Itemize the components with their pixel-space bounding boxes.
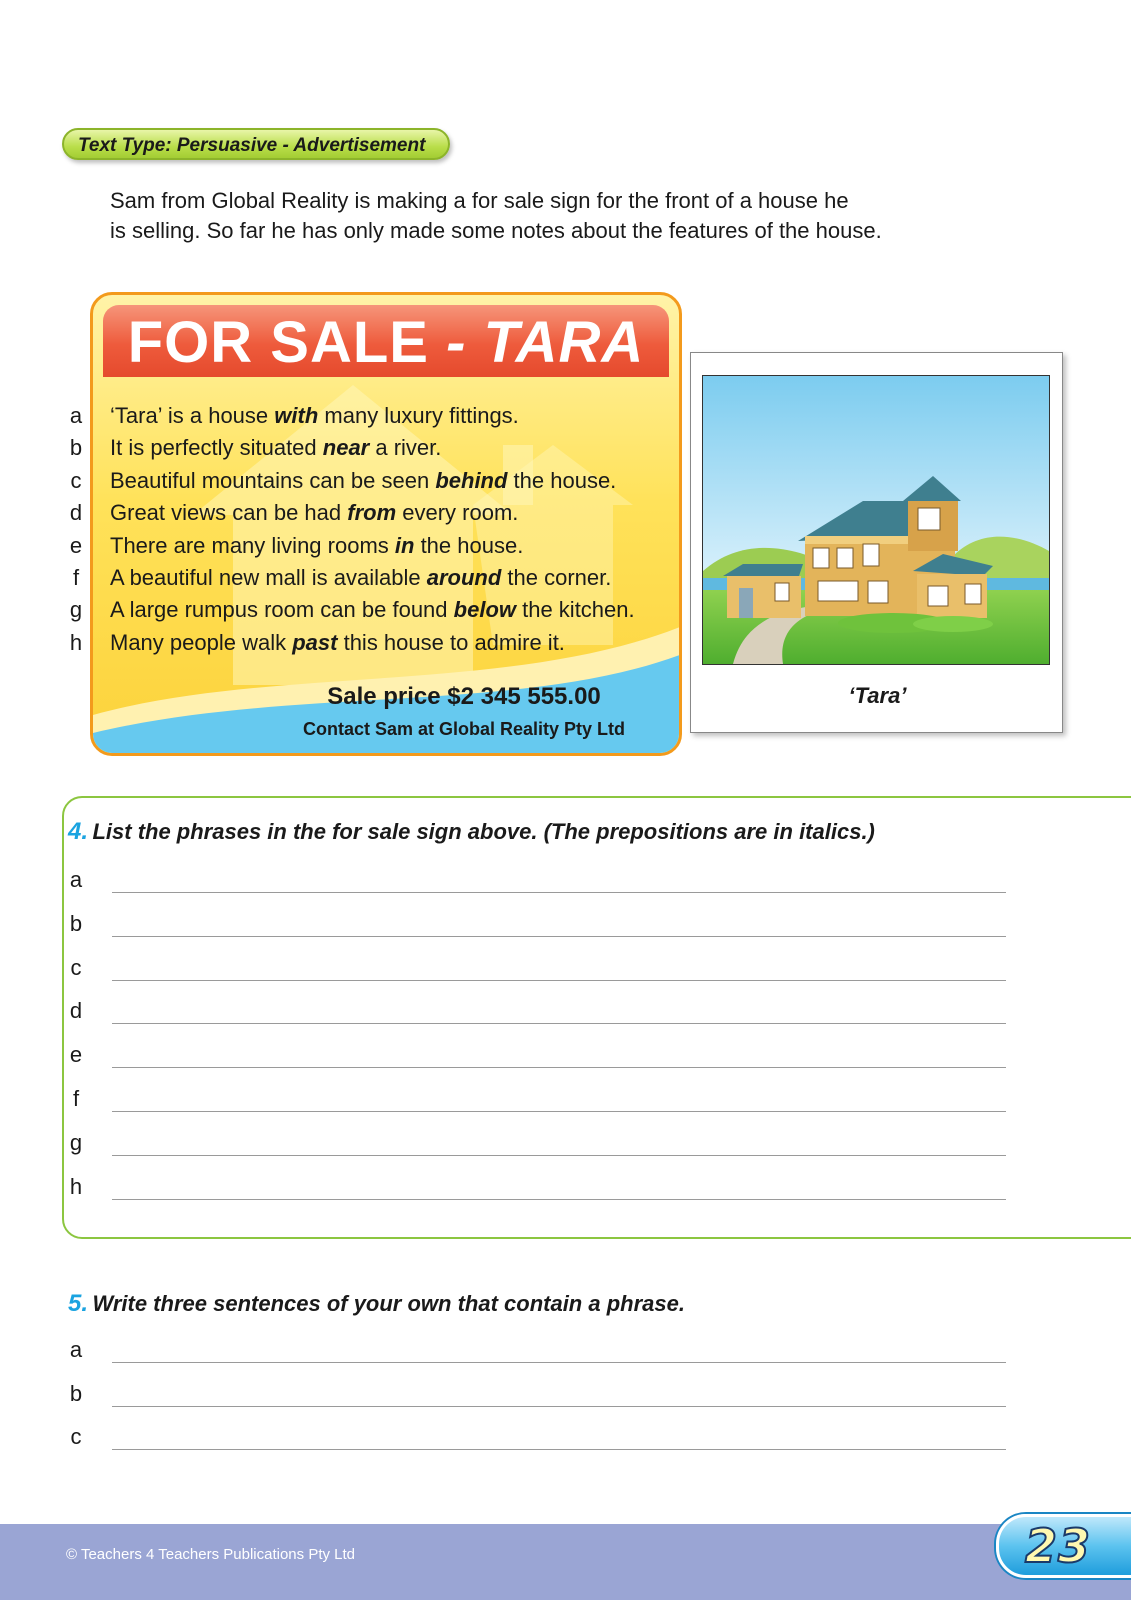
copyright-icon: ©	[66, 1546, 78, 1563]
house-illustration	[703, 376, 1049, 664]
answer-letter: b	[69, 1380, 83, 1406]
sign-title-name: - TARA	[428, 310, 645, 375]
answer-line[interactable]	[112, 892, 1006, 893]
sign-line-after: this house to admire it.	[337, 629, 565, 655]
answer-line[interactable]	[112, 1199, 1006, 1200]
sign-line-after: the corner.	[501, 564, 612, 590]
answer-letter: h	[69, 1173, 83, 1199]
intro-line-2: is selling. So far he has only made some notes about the features of the house.	[110, 218, 882, 243]
sign-line-preposition: from	[347, 500, 397, 526]
sign-line-letter: e	[69, 532, 83, 558]
q4-answer-row-d[interactable]	[66, 996, 1006, 1026]
q5-answer-row-c[interactable]	[66, 1422, 1006, 1452]
q5-answer-row-b[interactable]	[66, 1379, 1006, 1409]
question-5-number: 5.	[68, 1290, 89, 1317]
sign-banner	[103, 305, 669, 377]
sign-line-after: the house.	[414, 532, 524, 558]
answer-line[interactable]	[112, 1023, 1006, 1024]
photo-caption: ‘Tara’	[848, 683, 907, 708]
sign-line-letter: b	[69, 435, 83, 461]
sign-line-b	[66, 432, 686, 464]
sign-line-text	[110, 562, 611, 594]
answer-letter: c	[70, 1424, 82, 1449]
contact-line: Contact Sam at Global Reality Pty Ltd	[302, 719, 626, 739]
sign-title: FOR SALE	[127, 310, 429, 375]
answer-letter: e	[69, 1042, 83, 1068]
q4-answer-row-f[interactable]	[66, 1084, 1006, 1114]
answer-line[interactable]	[112, 1155, 1006, 1156]
sign-line-preposition: near	[322, 435, 370, 461]
sign-line-h	[66, 627, 686, 659]
q5-answer-row-a[interactable]	[66, 1335, 1006, 1365]
sign-line-f	[66, 562, 686, 594]
sign-line-text	[110, 400, 519, 432]
answer-letter: d	[69, 998, 83, 1024]
sign-line-letter: g	[69, 597, 83, 623]
page-footer	[0, 1519, 1131, 1600]
sign-line-preposition: with	[274, 403, 319, 428]
sign-line-text	[110, 432, 441, 464]
sign-line-before: Great views can be had	[110, 500, 348, 526]
intro-paragraph	[110, 186, 970, 246]
sign-line-e	[66, 530, 686, 562]
sign-line-letter: h	[69, 629, 83, 655]
sign-line-after: a river.	[369, 435, 442, 461]
answer-line[interactable]	[112, 1406, 1006, 1407]
text-type-label: Text Type: Persuasive - Advertisement	[62, 128, 450, 160]
answer-line[interactable]	[112, 1067, 1006, 1068]
q4-answer-row-a[interactable]	[66, 865, 1006, 895]
sale-price: Sale price $2 345 555.00	[327, 683, 601, 710]
answer-letter: g	[69, 1129, 83, 1155]
q4-answer-row-h[interactable]	[66, 1172, 1006, 1202]
sign-line-text	[110, 465, 616, 497]
sign-line-text	[110, 627, 565, 659]
sign-line-text	[110, 594, 635, 626]
sign-line-after: every room.	[396, 500, 519, 526]
sign-line-text	[110, 530, 523, 562]
sign-line-before: A beautiful new mall is available	[110, 564, 427, 590]
sign-line-preposition: around	[426, 564, 502, 590]
sign-line-letter: d	[69, 500, 83, 526]
house-photo-frame	[690, 352, 1063, 733]
answer-line[interactable]	[112, 1449, 1006, 1450]
q4-answer-row-b[interactable]	[66, 909, 1006, 939]
sign-line-text	[110, 497, 518, 529]
sign-line-before: ‘Tara’ is a house	[110, 403, 275, 428]
q4-answer-row-g[interactable]	[66, 1128, 1006, 1158]
answer-letter: a	[69, 867, 83, 892]
sign-line-c	[66, 465, 686, 497]
sign-line-letter: c	[70, 467, 82, 493]
answer-letter: f	[72, 1086, 80, 1111]
q4-answer-row-c[interactable]	[66, 953, 1006, 983]
question-4-number: 4.	[68, 818, 89, 845]
answer-line[interactable]	[112, 1111, 1006, 1112]
page-number: 23	[1025, 1519, 1092, 1573]
question-5-prompt	[68, 1290, 685, 1318]
sign-line-before: A large rumpus room can be found	[110, 597, 454, 623]
q4-answer-row-e[interactable]	[66, 1040, 1006, 1070]
sign-line-before: There are many living rooms	[110, 532, 395, 558]
sign-line-preposition: behind	[435, 467, 508, 493]
answer-letter: b	[69, 910, 83, 936]
copyright-text: Teachers 4 Teachers Publications Pty Ltd	[80, 1546, 356, 1563]
answer-letter: a	[69, 1337, 83, 1362]
sign-line-before: Many people walk	[110, 629, 293, 655]
sign-line-preposition: below	[453, 597, 516, 623]
answer-line[interactable]	[112, 1362, 1006, 1363]
copyright-notice	[66, 1546, 355, 1563]
intro-line-1: Sam from Global Reality is making a for sale sign for the front of a house he	[110, 188, 849, 213]
sign-line-d	[66, 497, 686, 529]
sign-line-letter: a	[69, 403, 83, 428]
sign-line-preposition: in	[394, 532, 415, 558]
sign-line-preposition: past	[292, 629, 338, 655]
sign-line-after: many luxury fittings.	[318, 403, 519, 428]
sign-line-after: the house.	[507, 467, 617, 493]
question-5-text: Write three sentences of your own that contain a phrase.	[92, 1291, 685, 1316]
answer-line[interactable]	[112, 936, 1006, 937]
page-number-tab	[996, 1514, 1131, 1578]
house-photo	[702, 375, 1050, 665]
sign-line-g	[66, 594, 686, 626]
answer-letter: c	[70, 954, 82, 980]
answer-line[interactable]	[112, 980, 1006, 981]
sign-line-letter: f	[72, 564, 80, 590]
sign-line-before: Beautiful mountains can be seen	[110, 467, 436, 493]
question-4-prompt	[68, 818, 875, 846]
sign-feature-list	[66, 400, 686, 659]
sign-line-a	[66, 400, 686, 432]
question-4-text: List the phrases in the for sale sign above. (The prepositions are in italics.)	[92, 819, 875, 844]
sign-line-after: the kitchen.	[516, 597, 635, 623]
sign-line-before: It is perfectly situated	[110, 435, 323, 461]
